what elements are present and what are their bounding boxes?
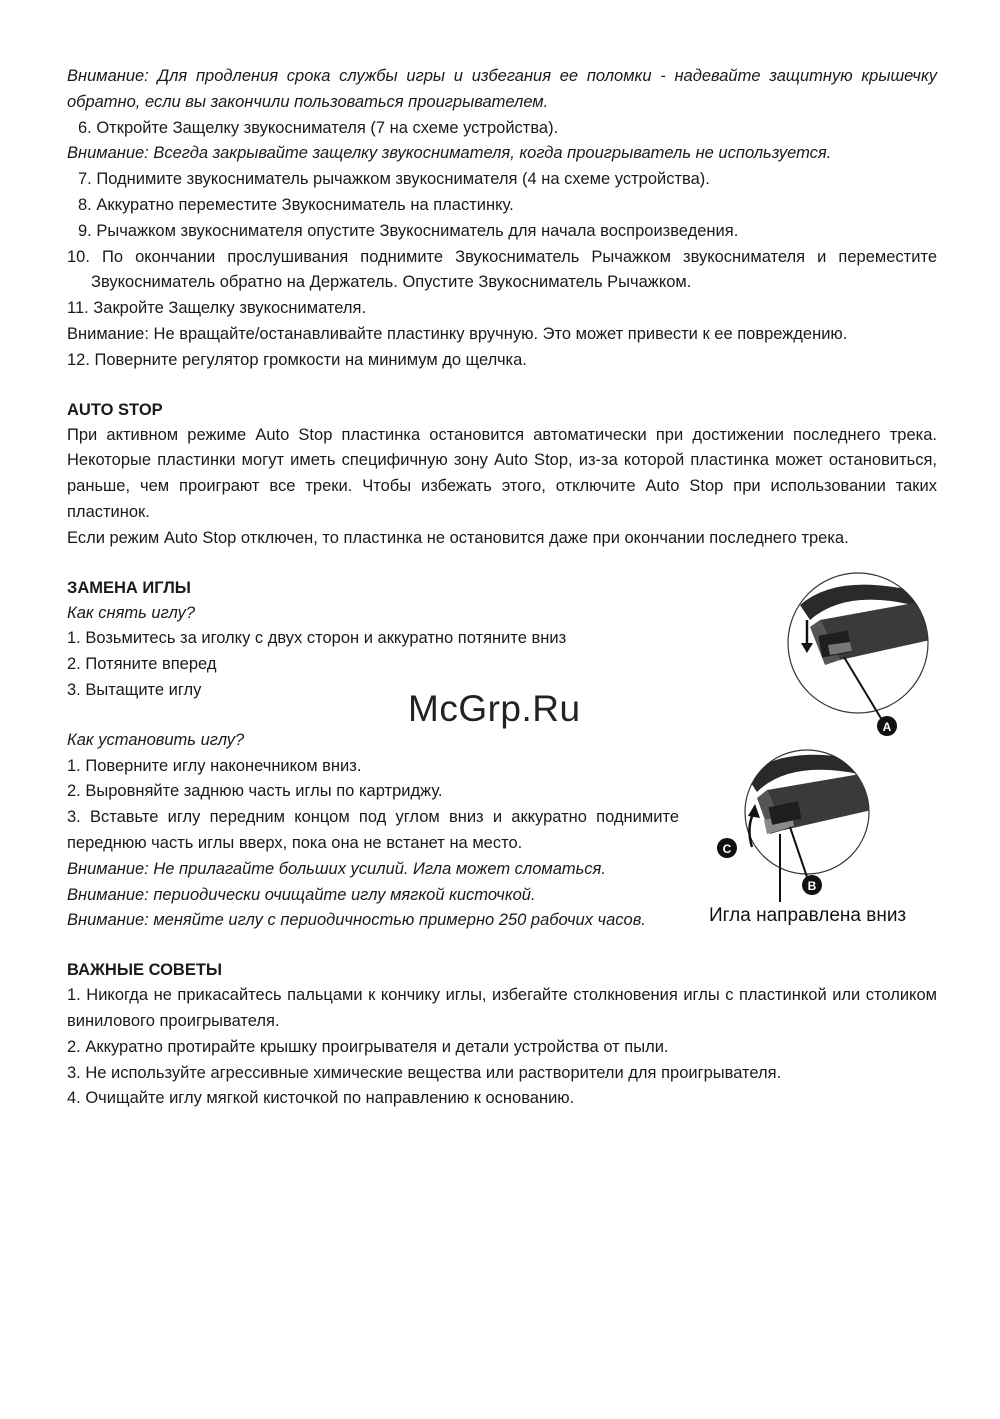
step-7: 7. Поднимите звукосниматель рычажком звукоснимателя (4 на схеме устройства).	[78, 170, 710, 189]
needle-install-illustration	[712, 742, 872, 902]
warning-replace: Внимание: меняйте иглу с периодичностью примерно 250 рабочих часов.	[67, 911, 646, 930]
needle-removal-illustration	[780, 565, 930, 745]
autostop-paragraph-2: Если режим Auto Stop отключен, то пластинка не остановится даже при окончании последнего трека.	[67, 528, 849, 547]
tip-3: 3. Не используйте агрессивные химические вещества или растворители для проигрывателя.	[67, 1063, 782, 1082]
section-title-autostop: AUTO STOP	[67, 400, 163, 419]
warning-cap: Внимание: Для продления срока службы игры и избегания ее поломки - надевайте защитную крышечку обратно, если вы закончили пользоваться проигрывателем.	[67, 67, 937, 111]
remove-step-1: 1. Возьмитесь за иголку с двух сторон и аккуратно потяните вниз	[67, 629, 567, 648]
figure-caption: Игла направлена вниз	[709, 905, 907, 926]
install-step-3: 3. Вставьте иглу передним концом под углом вниз и аккуратно поднимите переднюю часть иглы вверх, пока она не встанет на место.	[67, 808, 679, 852]
remove-step-2: 2. Потяните вперед	[67, 655, 217, 674]
tip-4: 4. Очищайте иглу мягкой кисточкой по направлению к основанию.	[67, 1089, 575, 1108]
step-8: 8. Аккуратно переместите Звукосниматель на пластинку.	[78, 195, 514, 214]
warning-rotate: Внимание: Не вращайте/останавливайте пластинку вручную. Это может привести к ее повреждению.	[67, 324, 848, 343]
step-9: 9. Рычажком звукоснимателя опустите Звукосниматель для начала воспроизведения.	[78, 221, 739, 240]
step-10: 10. По окончании прослушивания поднимите Звукосниматель Рычажком звукоснимателя и переместите Звукосниматель обратно на Держатель. Опустите Звукосниматель Рычажком.	[67, 247, 937, 292]
install-step-1: 1. Поверните иглу наконечником вниз.	[67, 756, 362, 775]
step-6: 6. Откройте Защелку звукоснимателя (7 на схеме устройства).	[78, 118, 559, 137]
autostop-paragraph-1: При активном режиме Auto Stop пластинка остановится автоматически при достижении последнего трека. Некоторые пластинки могут иметь специфичную зону Auto Stop, из-за которой пластинка может остановиться, раньше, чем проиграют все треки. Чтобы избежать этого, отключите Auto Stop при использовании таких пластинок.	[67, 425, 937, 521]
section-title-tips: ВАЖНЫЕ СОВЕТЫ	[67, 961, 223, 980]
warning-latch: Внимание: Всегда закрывайте защелку звукоснимателя, когда проигрыватель не используется.	[67, 144, 832, 163]
install-step-2: 2. Выровняйте заднюю часть иглы по картриджу.	[67, 782, 443, 801]
step-12: 12. Поверните регулятор громкости на минимум до щелчка.	[67, 350, 527, 369]
watermark: McGrp.Ru	[408, 688, 581, 729]
label-b: B	[807, 879, 817, 893]
label-c: C	[722, 842, 732, 856]
step-11: 11. Закройте Защелку звукоснимателя.	[67, 299, 367, 318]
remove-step-3: 3. Вытащите иглу	[67, 680, 202, 699]
warning-force: Внимание: Не прилагайте больших усилий. Игла может сломаться.	[67, 859, 606, 878]
warning-clean: Внимание: периодически очищайте иглу мягкой кисточкой.	[67, 885, 536, 904]
tip-1: 1. Никогда не прикасайтесь пальцами к кончику иглы, избегайте столкновения иглы с пластинкой или столиком винилового проигрывателя.	[67, 986, 937, 1030]
remove-needle-title: Как снять иглу?	[67, 603, 196, 622]
tip-2: 2. Аккуратно протирайте крышку проигрывателя и детали устройства от пыли.	[67, 1037, 669, 1056]
install-needle-title: Как установить иглу?	[67, 730, 245, 749]
label-a: A	[882, 720, 892, 734]
section-title-needle: ЗАМЕНА ИГЛЫ	[67, 578, 191, 597]
